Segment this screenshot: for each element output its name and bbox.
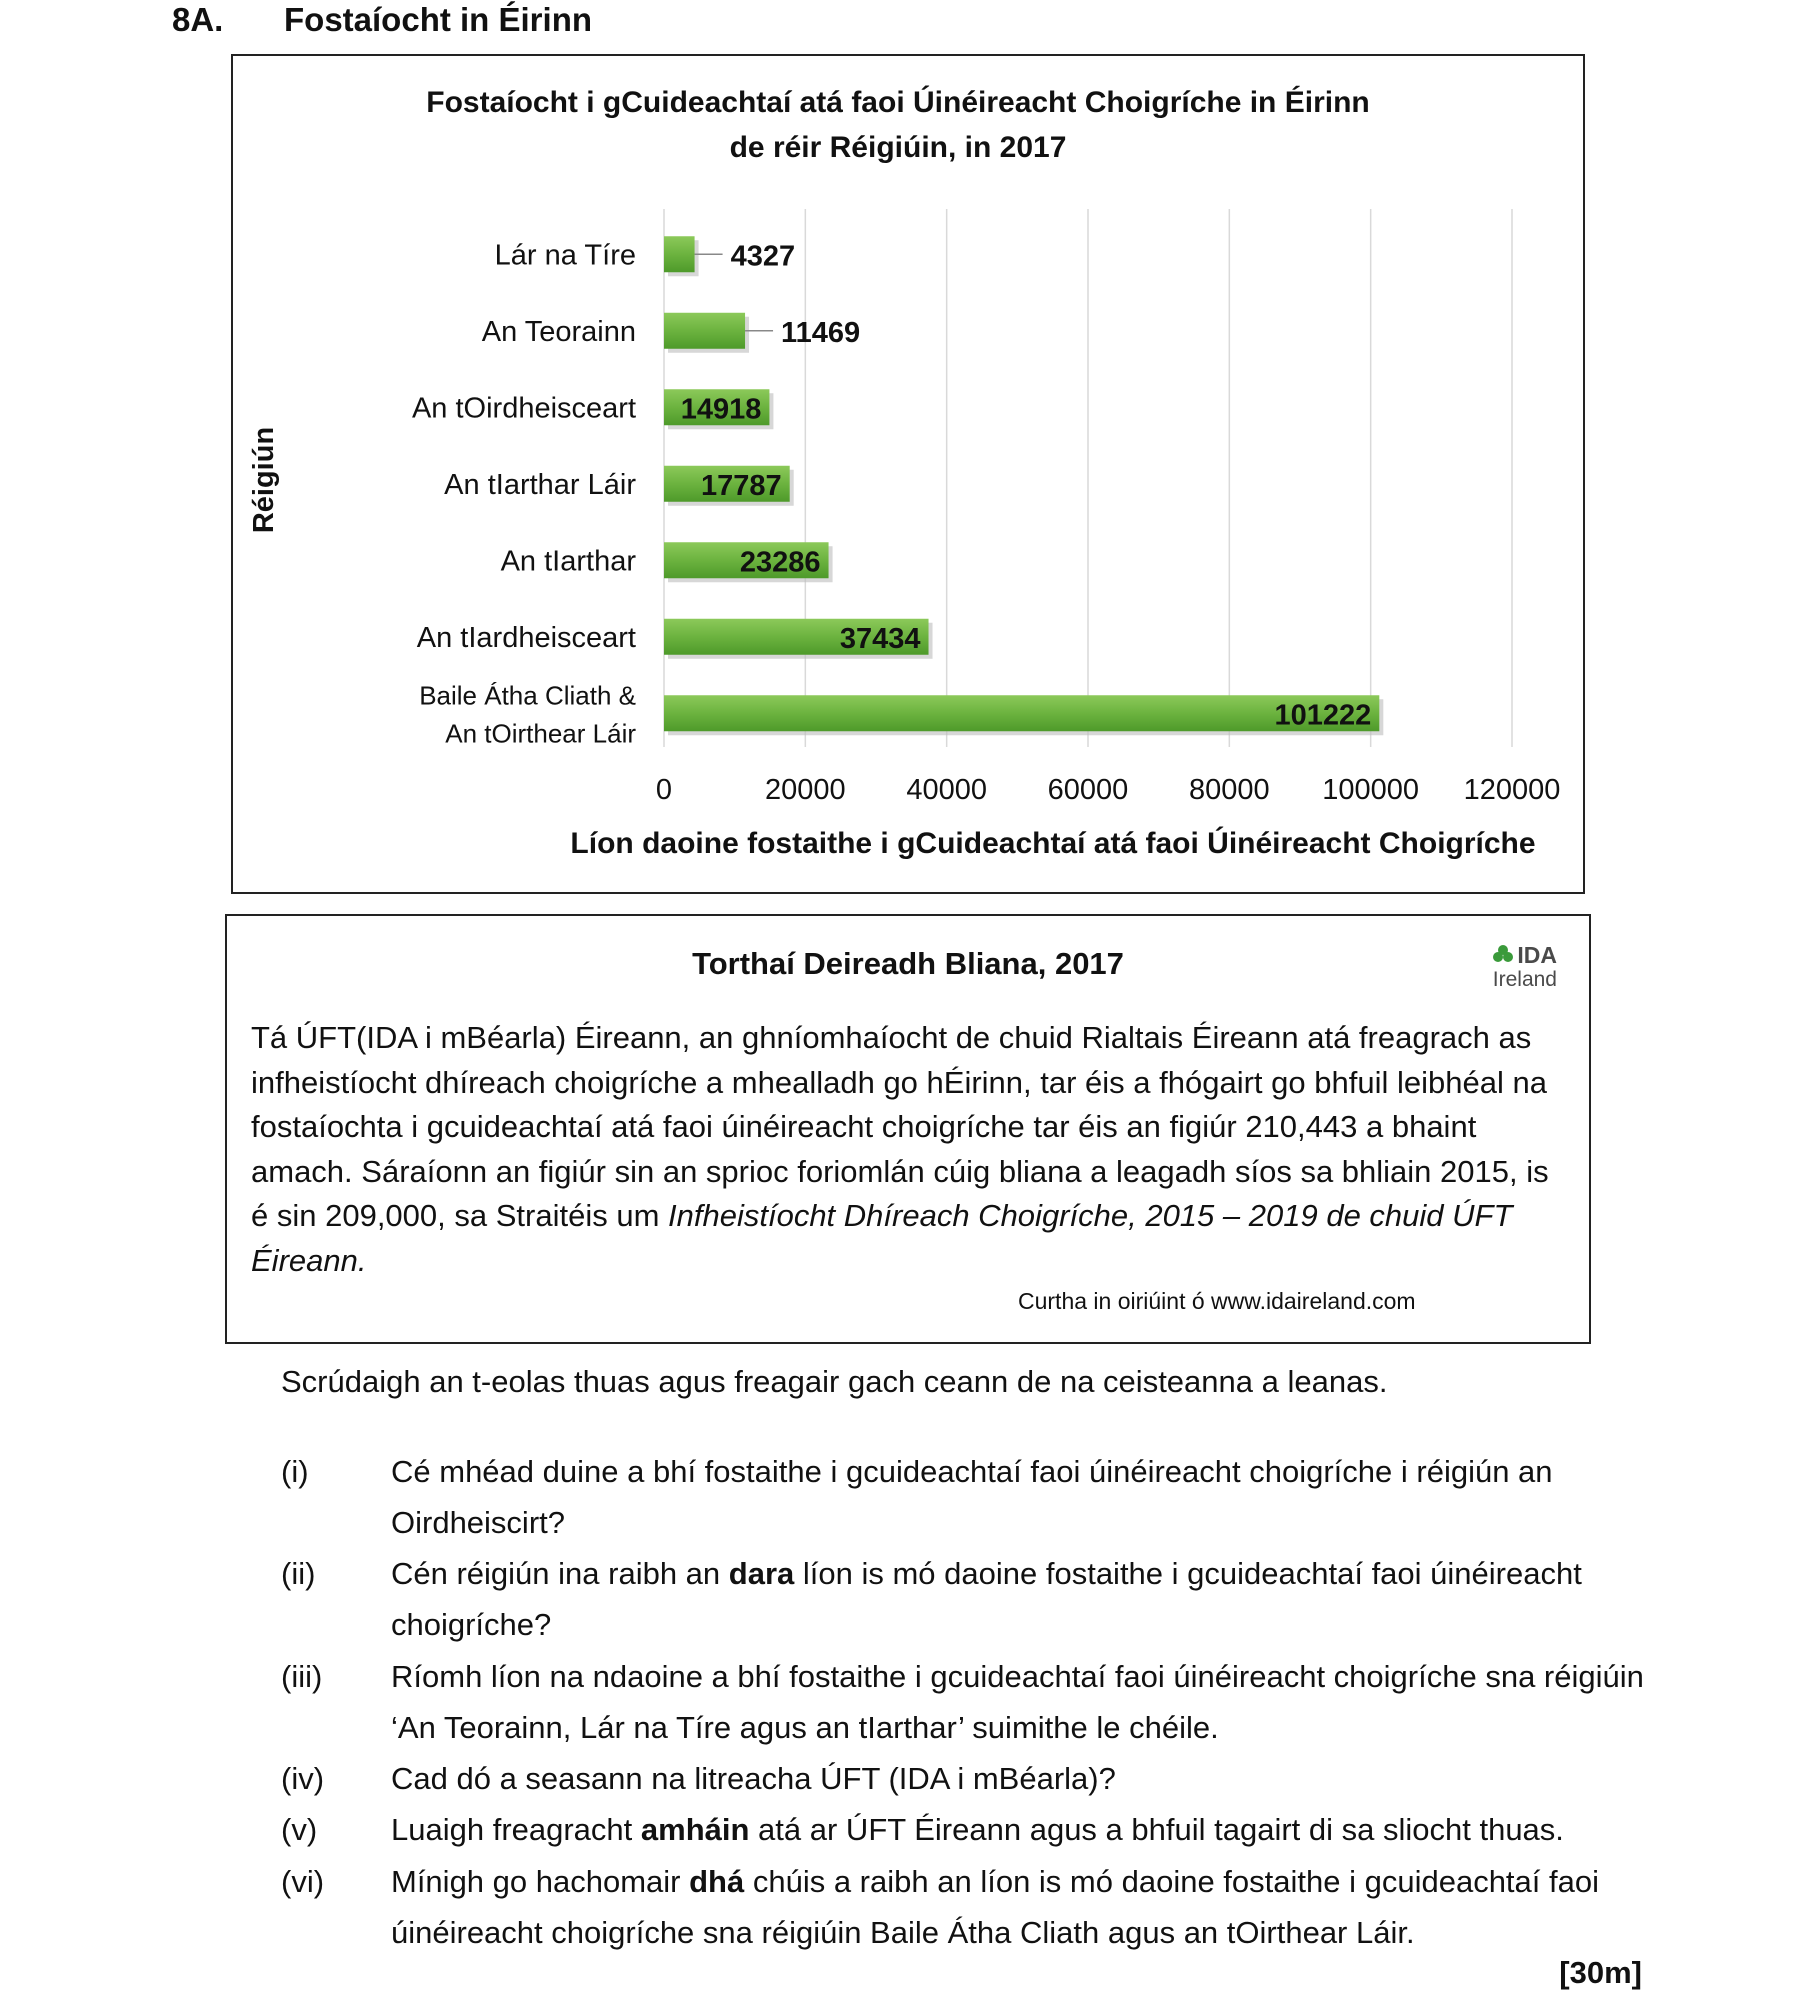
info-paragraph-italic: Infheistíocht Dhíreach Choigríche, 2015 – 2019 de chuid ÚFT Éireann. [251, 1198, 1513, 1278]
x-axis-title: Líon daoine fostaithe i gCuideachtaí atá faoi Úinéireacht Choigríche [570, 827, 1536, 860]
emphasis: dhá [689, 1864, 745, 1899]
question-label: (ii) [281, 1556, 316, 1591]
shamrock-icon [1492, 944, 1514, 966]
data-label: 17787 [701, 469, 782, 502]
info-box-title: Torthaí Deireadh Bliana, 2017 [692, 946, 1124, 981]
ida-logo [1483, 942, 1557, 991]
chart-title-line: de réir Réigiúin, in 2017 [729, 131, 1067, 164]
ida-logo-subtext: Ireland [1492, 968, 1557, 991]
question-title: Fostaíocht in Éirinn [284, 1, 593, 38]
x-tick-label: 120000 [1463, 774, 1561, 806]
question-item [281, 1753, 1681, 1804]
x-tick-label: 40000 [906, 774, 987, 806]
data-label: 37434 [839, 622, 921, 655]
chart-panel [231, 54, 1585, 894]
bar-chart [233, 56, 1583, 892]
question-number: 8A. [172, 1, 224, 38]
data-label: 23286 [739, 546, 821, 579]
x-tick-label: 60000 [1047, 774, 1129, 806]
question-label: (iii) [281, 1659, 323, 1694]
category-label: An tIardheisceart [416, 621, 636, 654]
question-item [281, 1548, 1681, 1650]
question-item [281, 1446, 1681, 1548]
question-heading [172, 0, 592, 40]
question-label: (iv) [281, 1761, 325, 1796]
question-label: (i) [281, 1454, 309, 1489]
ida-info-box [225, 914, 1591, 1344]
x-tick-label: 20000 [765, 774, 846, 806]
question-label: (v) [281, 1812, 318, 1847]
category-label: An Teorainn [481, 315, 636, 348]
category-label: Lár na Tíre [494, 239, 636, 272]
emphasis: dara [728, 1556, 795, 1591]
x-tick-label: 80000 [1189, 774, 1270, 806]
question-item [281, 1804, 1681, 1855]
data-label: 4327 [730, 240, 796, 273]
question-text: Ríomh líon na ndaoine a bhí fostaithe i gcuideachtaí faoi úinéireacht choigríche sna réigiúin ‘An Teorainn, Lár na Tíre agus an tIarthar’ suimithe le chéile. [391, 1659, 1644, 1745]
x-tick-label: 0 [655, 774, 673, 806]
emphasis: amháin [640, 1812, 750, 1847]
data-label: 14918 [680, 393, 762, 426]
question-text: Cén réigiún ina raibh an dara líon is mó daoine fostaithe i gcuideachtaí faoi úinéireacht choigríche? [391, 1556, 1582, 1642]
question-label: (vi) [281, 1864, 325, 1899]
ida-logo-text: IDA [1517, 942, 1557, 968]
category-label: An tOirdheisceart [411, 392, 636, 425]
question-item [281, 1651, 1681, 1753]
marks-total: [30m] [1559, 1955, 1642, 1990]
info-paragraph [251, 1016, 1565, 1283]
y-axis-title: Réigiún [248, 426, 280, 534]
question-text: Cé mhéad duine a bhí fostaithe i gcuideachtaí faoi úinéireacht choigríche i réigiún an Oirdheiscirt? [391, 1454, 1553, 1540]
info-paragraph-text: Tá ÚFT(IDA i mBéarla) Éireann, an ghníomhaíocht de chuid Rialtais Éireann atá freagrach as infheistíocht dhíreach choigríche a mhealladh go hÉirinn, tar éis a fhógairt go bhfuil leibhéal na fostaíochta i gcuideachtaí atá faoi úinéireacht choigríche tar éis an figiúr 210,443 a bhaint amach. Sáraíonn an figiúr sin an sprioc foriomlán cúig bliana a leagadh síos sa bhliain 2015, is é sin 209,000, sa Straitéis um [251, 1020, 1549, 1233]
data-label: 11469 [781, 316, 861, 349]
instructions: Scrúdaigh an t-eolas thuas agus freagair gach ceann de na ceisteanna a leanas. [281, 1364, 1388, 1399]
category-label: Baile Átha Cliath & [419, 680, 636, 711]
category-label: An tIarthar [500, 545, 636, 578]
x-tick-label: 100000 [1322, 774, 1420, 806]
question-item [281, 1856, 1681, 1958]
category-label: An tIarthar Láir [444, 468, 636, 501]
bar [664, 695, 1379, 731]
source-citation: Curtha in oiriúint ó www.idaireland.com [1018, 1288, 1416, 1314]
question-text: Luaigh freagracht amháin atá ar ÚFT Éireann agus a bhfuil tagairt di sa sliocht thuas. [391, 1812, 1564, 1847]
data-label: 101222 [1274, 699, 1372, 732]
bar [664, 313, 745, 349]
question-text: Mínigh go hachomair dhá chúis a raibh an líon is mó daoine fostaithe i gcuideachtaí faoi úinéireacht choigríche sna réigiúin Baile Átha Cliath agus an tOirthear Láir. [391, 1864, 1599, 1950]
question-text: Cad dó a seasann na litreacha ÚFT (IDA i mBéarla)? [391, 1761, 1116, 1796]
chart-title-line: Fostaíocht i gCuideachtaí atá faoi Úinéireacht Choigríche in Éirinn [426, 86, 1370, 119]
bar [664, 236, 695, 272]
category-label: An tOirthear Láir [445, 718, 636, 749]
